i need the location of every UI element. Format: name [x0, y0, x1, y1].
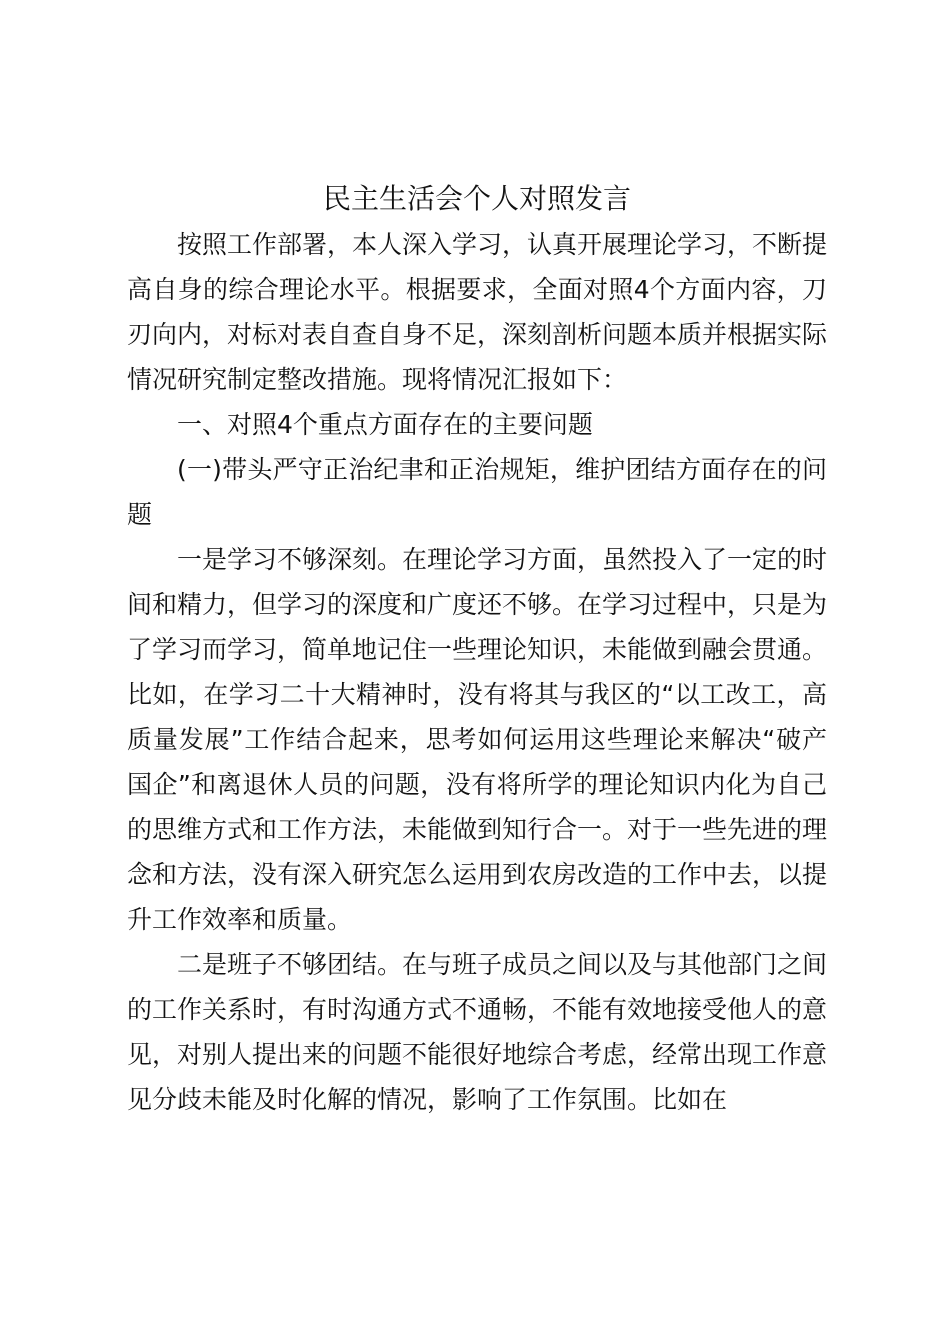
body-paragraph-1: 一是学习不够深刻。在理论学习方面，虽然投入了一定的时间和精力，但学习的深度和广度还不够。在学习过程中，只是为了学习而学习，简单地记住一些理论知识，未能做到融会贯通。比如，在学习二十大精神时，没有将其与我区的“以工改工，高质量发展”工作结合起来，思考如何运用这些理论来解决“破产国企”和离退休人员的问题，没有将所学的理论知识内化为自己的思维方式和工作方法，未能做到知行合一。对于一些先进的理念和方法，没有深入研究怎么运用到农房改造的工作中去，以提升工作效率和质量。: [127, 545, 828, 934]
section-heading-1: 一、对照4个重点方面存在的主要问题: [177, 410, 593, 439]
document-body: [127, 176, 827, 1122]
document-title: 民主生活会个人对照发言: [322, 182, 631, 215]
intro-paragraph: 按照工作部署，本人深入学习，认真开展理论学习，不断提高自身的综合理论水平。根据要求，全面对照4个方面内容，刀刃向内，对标对表自查自身不足，深刻剖析问题本质并根据实际情况研究制定整改措施。现将情况汇报如下：: [127, 230, 828, 394]
body-paragraph-2: 二是班子不够团结。在与班子成员之间以及与其他部门之间的工作关系时，有时沟通方式不通畅，不能有效地接受他人的意见，对别人提出来的问题不能很好地综合考虑，经常出现工作意见分歧未能及时化解的情况，影响了工作氛围。比如在: [127, 950, 828, 1114]
subsection-heading-1: (一)带头严守正治纪聿和正治规矩，维护团结方面存在的问题: [127, 455, 827, 529]
